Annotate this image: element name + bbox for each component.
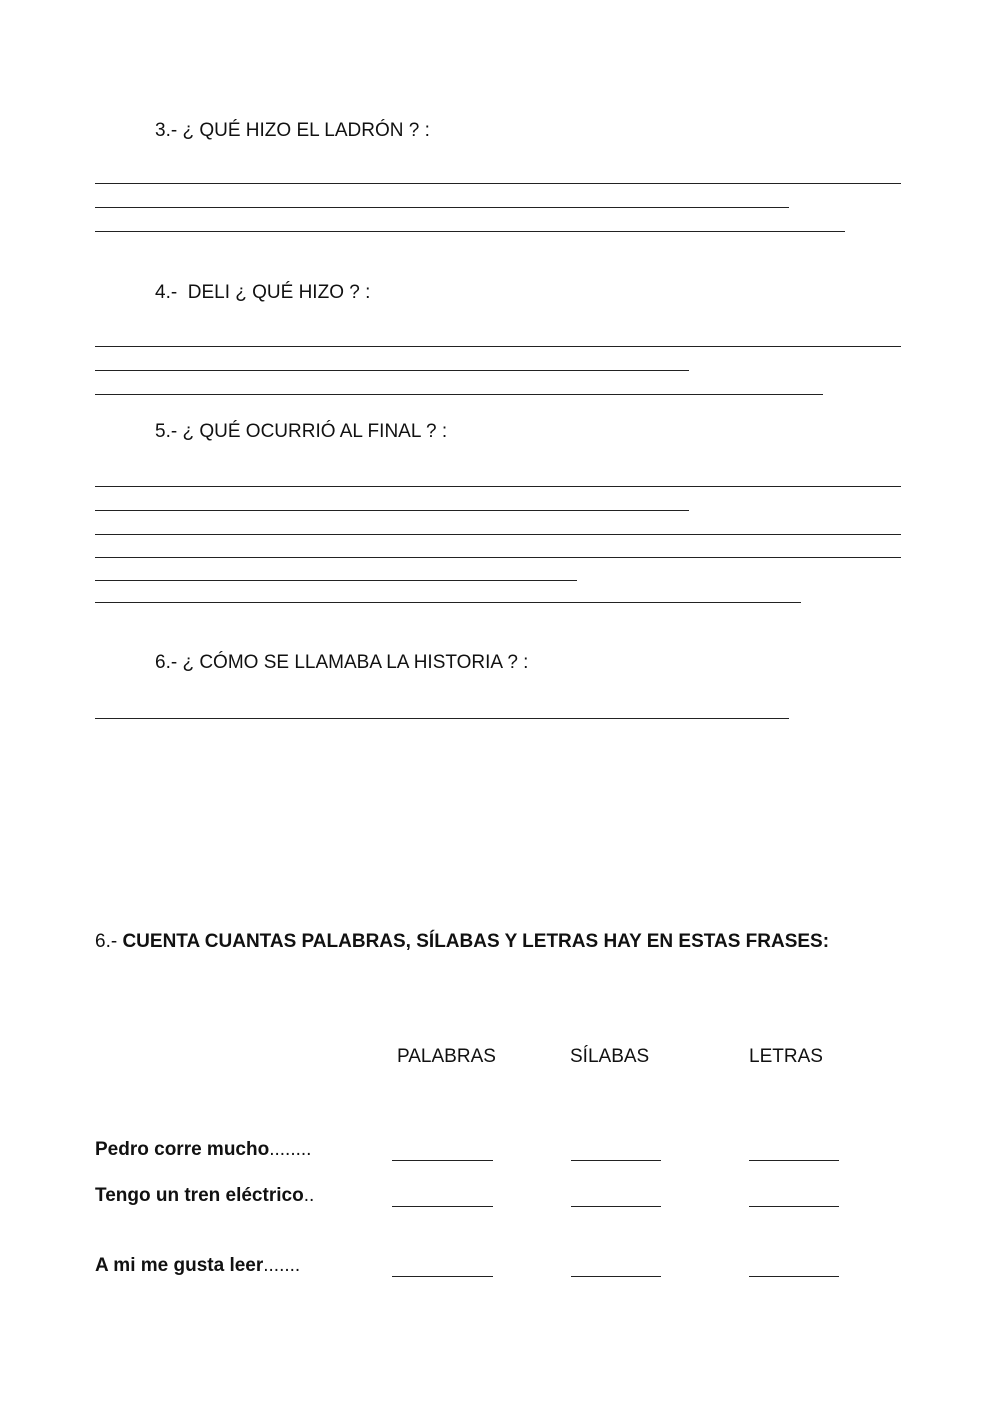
silabas-blank[interactable]: [571, 1206, 661, 1207]
question-6: 6.- ¿ CÓMO SE LLAMABA LA HISTORIA ? :: [155, 652, 529, 673]
sentence-row-3: [95, 1255, 300, 1277]
section-number: 6.-: [95, 931, 123, 952]
question-3: 3.- ¿ QUÉ HIZO EL LADRÓN ? :: [155, 120, 430, 141]
answer-line[interactable]: [95, 510, 689, 511]
question-5: 5.- ¿ QUÉ OCURRIÓ AL FINAL ? :: [155, 421, 448, 442]
sentence-text: Tengo un tren eléctrico: [95, 1185, 304, 1206]
answer-line[interactable]: [95, 207, 789, 208]
answer-line[interactable]: [95, 534, 901, 535]
column-header-palabras: PALABRAS: [397, 1046, 496, 1067]
column-header-silabas: SÍLABAS: [570, 1046, 650, 1067]
answer-line[interactable]: [95, 394, 823, 395]
letras-blank[interactable]: [749, 1206, 839, 1207]
answer-line[interactable]: [95, 602, 801, 603]
answer-line[interactable]: [95, 557, 901, 558]
palabras-blank[interactable]: [392, 1276, 493, 1277]
question-4: 4.- DELI ¿ QUÉ HIZO ? :: [155, 282, 371, 303]
letras-blank[interactable]: [749, 1160, 839, 1161]
sentence-dots: ........: [269, 1139, 312, 1160]
section-instruction: CUENTA CUANTAS PALABRAS, SÍLABAS Y LETRAS HAY EN ESTAS FRASES:: [122, 931, 830, 952]
palabras-blank[interactable]: [392, 1160, 493, 1161]
silabas-blank[interactable]: [571, 1276, 661, 1277]
answer-line[interactable]: [95, 718, 789, 719]
palabras-blank[interactable]: [392, 1206, 493, 1207]
sentence-dots: .......: [263, 1255, 301, 1276]
answer-line[interactable]: [95, 231, 845, 232]
answer-line[interactable]: [95, 580, 577, 581]
sentence-dots: ..: [303, 1185, 315, 1206]
answer-line[interactable]: [95, 370, 689, 371]
sentence-text: A mi me gusta leer: [95, 1255, 264, 1276]
answer-line[interactable]: [95, 486, 901, 487]
silabas-blank[interactable]: [571, 1160, 661, 1161]
answer-line[interactable]: [95, 346, 901, 347]
section-title: [95, 931, 829, 953]
answer-line[interactable]: [95, 183, 901, 184]
sentence-row-1: [95, 1139, 311, 1161]
sentence-row-2: [95, 1185, 314, 1207]
column-header-letras: LETRAS: [749, 1046, 823, 1067]
sentence-text: Pedro corre mucho: [95, 1139, 270, 1160]
letras-blank[interactable]: [749, 1276, 839, 1277]
